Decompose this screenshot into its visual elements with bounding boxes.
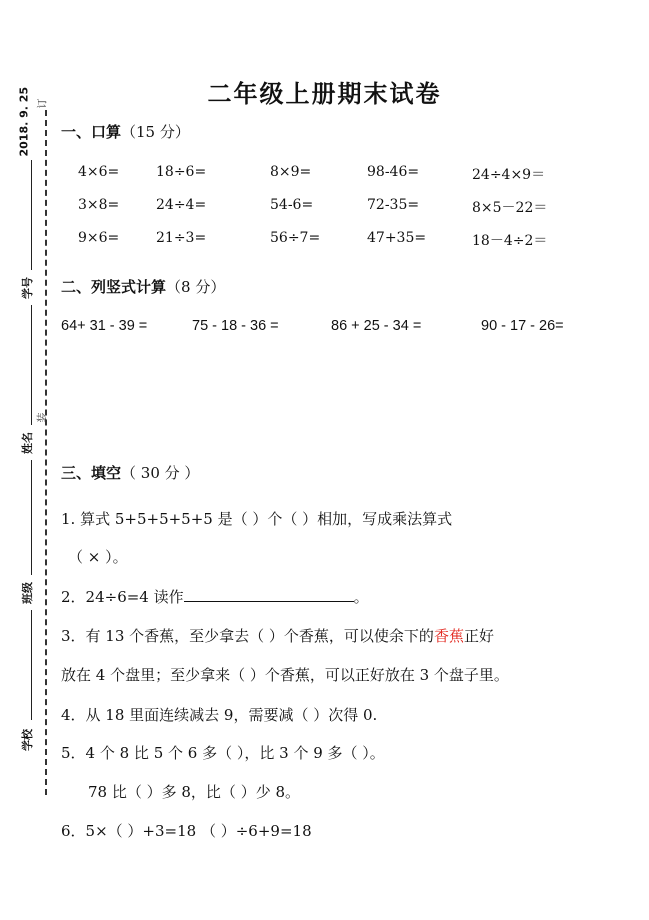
calc-item: 4×6= <box>78 164 120 180</box>
answer-blank-line[interactable] <box>184 587 354 602</box>
question-2-end: 。 <box>353 588 369 606</box>
vertical-calc-item: 90 - 17 - 26= <box>481 318 564 334</box>
calc-item: 8×5－22＝ <box>472 200 548 216</box>
calc-item: 24÷4= <box>156 197 207 213</box>
calc-item: 8×9= <box>270 164 312 180</box>
section3-score: （ 30 分 ） <box>121 464 200 482</box>
highlighted-word: 香蕉 <box>433 627 464 645</box>
section3-title: 三、填空 <box>61 464 122 482</box>
calc-item: 18÷6= <box>156 164 207 180</box>
section3-heading <box>61 462 199 483</box>
section1-score: （15 分） <box>121 123 190 141</box>
exam-date: 2018. 9. 25 <box>17 86 31 157</box>
question-3-text-end: 正好 <box>463 627 494 645</box>
question-4: 4．从 18 里面连续减去 9，需要减（ ）次得 0. <box>61 706 378 724</box>
question-1-line2: （ × ）。 <box>68 548 128 566</box>
binding-mark-ding: 订 <box>37 98 49 109</box>
class-line <box>31 460 32 575</box>
question-5-line2: 78 比（ ）多 8，比（ ）少 8。 <box>88 783 301 801</box>
calc-item: 18－4÷2＝ <box>472 233 548 249</box>
section1-heading <box>61 121 190 142</box>
school-label: 学校 <box>21 729 34 751</box>
calc-item: 9×6= <box>78 230 120 246</box>
question-3-line1 <box>61 625 494 646</box>
name-line <box>31 305 32 425</box>
student-no-label: 学号 <box>21 277 34 299</box>
section2-title: 二、列竖式计算 <box>61 278 167 296</box>
section1-title: 一、口算 <box>61 123 122 141</box>
calc-item: 3×8= <box>78 197 120 213</box>
question-2-text: 2．24÷6=4 读作 <box>61 588 184 606</box>
page-title: 二年级上册期末试卷 <box>207 79 442 108</box>
calc-item: 72-35= <box>367 197 420 213</box>
student-no-line <box>31 160 32 270</box>
binding-mark-zhuang: 装 <box>37 412 49 423</box>
school-line <box>31 610 32 720</box>
question-6: 6．5×（ ）+3=18 （ ）÷6+9=18 <box>61 822 312 840</box>
name-label: 姓名 <box>21 432 34 454</box>
vertical-calc-item: 64+ 31 - 39 = <box>61 318 148 334</box>
calc-item: 47+35= <box>367 230 427 246</box>
question-2 <box>61 586 369 607</box>
class-label: 班级 <box>21 582 34 604</box>
section2-score: （8 分） <box>166 278 226 296</box>
vertical-calc-item: 86 + 25 - 34 = <box>331 318 422 334</box>
question-5-line1: 5．4 个 8 比 5 个 6 多（ ），比 3 个 9 多（ ）。 <box>61 744 385 762</box>
calc-item: 24÷4×9＝ <box>472 167 546 183</box>
calc-item: 21÷3= <box>156 230 207 246</box>
section2-heading <box>61 276 225 297</box>
calc-item: 98-46= <box>367 164 420 180</box>
vertical-calc-item: 75 - 18 - 36 = <box>192 318 279 334</box>
question-3-line2: 放在 4 个盘里；至少拿来（ ）个香蕉，可以正好放在 3 个盘子里。 <box>61 666 509 684</box>
calc-item: 54-6= <box>270 197 314 213</box>
question-1-line1: 1. 算式 5+5+5+5+5 是（ ）个（ ）相加，写成乘法算式 <box>61 510 453 528</box>
binding-dashed-line <box>45 110 47 795</box>
calc-item: 56÷7= <box>270 230 321 246</box>
question-3-text: 3．有 13 个香蕉，至少拿去（ ）个香蕉，可以使余下的 <box>61 627 434 645</box>
